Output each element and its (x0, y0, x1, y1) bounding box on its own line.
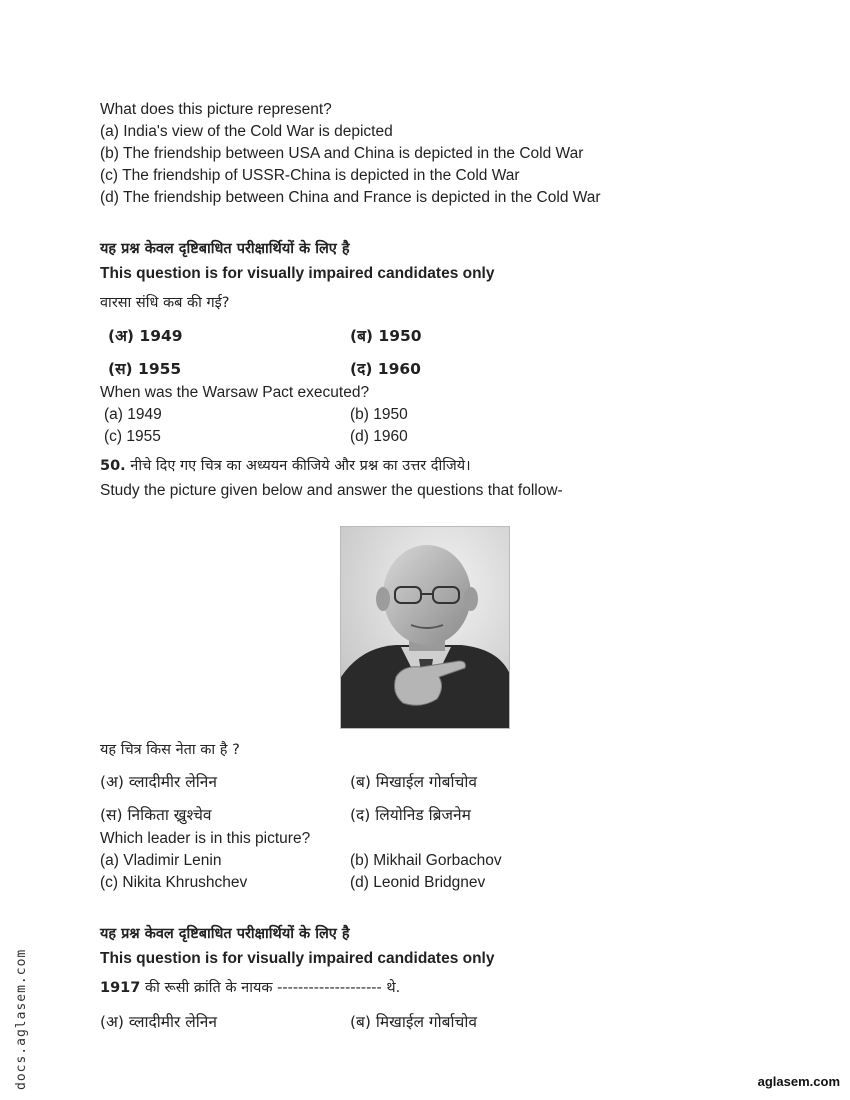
q50-english-option-a: (a) Vladimir Lenin (100, 852, 222, 869)
option-b: (b) The friendship between USA and China is depicted in the Cold War (100, 145, 584, 162)
question-number: 50. (100, 458, 126, 474)
leader-photo (340, 526, 510, 729)
vi-hindi-option-d: (द) 1960 (350, 360, 421, 378)
q50-hindi-option-d: (द) लियोनिड ब्रिजनेम (350, 806, 471, 824)
option-a: (a) India's view of the Cold War is depicted (100, 123, 393, 140)
vi-english-option-c: (c) 1955 (104, 428, 161, 445)
leader-photo-drawing (341, 527, 510, 729)
question-text: What does this picture represent? (100, 101, 332, 118)
q50-hindi-option-a: (अ) व्लादीमीर लेनिन (100, 773, 218, 791)
vi2-hindi-option-b: (ब) मिखाईल गोर्बाचोव (350, 1013, 477, 1031)
vi2-year: 1917 (100, 980, 141, 996)
q50-instruction-hindi-text: नीचे दिए गए चित्र का अध्ययन कीजिये और प्रश्न का उत्तर दीजिये। (130, 458, 471, 474)
q50-instruction-hindi (100, 455, 471, 475)
vi-note-hindi: यह प्रश्न केवल दृष्टिबाधित परीक्षार्थियों के लिए है (100, 241, 350, 257)
q50-english-option-b: (b) Mikhail Gorbachov (350, 852, 502, 869)
side-watermark: docs.aglasem.com (14, 948, 29, 1090)
q50-english-option-d: (d) Leonid Bridgnev (350, 874, 486, 891)
q50-question-english: Which leader is in this picture? (100, 830, 311, 847)
vi-question-hindi: वारसा संधि कब की गई? (100, 295, 230, 311)
vi-english-option-d: (d) 1960 (350, 428, 408, 445)
vi-note-english: This question is for visually impaired candidates only (100, 265, 495, 282)
vi2-note-english: This question is for visually impaired candidates only (100, 950, 495, 967)
q50-instruction-english: Study the picture given below and answer the questions that follow- (100, 482, 563, 499)
q50-question-hindi: यह चित्र किस नेता का है ? (100, 742, 240, 758)
q50-hindi-option-c: (स) निकिता ख्रुश्चेव (100, 806, 212, 824)
option-d: (d) The friendship between China and France is depicted in the Cold War (100, 189, 601, 206)
vi2-question-rest: की रूसी क्रांति के नायक -------------------- थे. (140, 980, 401, 996)
vi-english-option-a: (a) 1949 (104, 406, 162, 423)
vi-hindi-option-c: (स) 1955 (108, 360, 182, 378)
q50-hindi-option-b: (ब) मिखाईल गोर्बाचोव (350, 773, 477, 791)
vi2-question-hindi (100, 977, 400, 997)
vi-question-english: When was the Warsaw Pact executed? (100, 384, 370, 401)
vi2-note-hindi: यह प्रश्न केवल दृष्टिबाधित परीक्षार्थियों के लिए है (100, 926, 350, 942)
vi2-hindi-option-a: (अ) व्लादीमीर लेनिन (100, 1013, 218, 1031)
vi-hindi-option-b: (ब) 1950 (350, 327, 422, 345)
option-c: (c) The friendship of USSR-China is depicted in the Cold War (100, 167, 520, 184)
brand-footer: aglasem.com (757, 1074, 840, 1089)
q50-english-option-c: (c) Nikita Khrushchev (100, 874, 248, 891)
vi-hindi-option-a: (अ) 1949 (108, 327, 183, 345)
vi-english-option-b: (b) 1950 (350, 406, 408, 423)
